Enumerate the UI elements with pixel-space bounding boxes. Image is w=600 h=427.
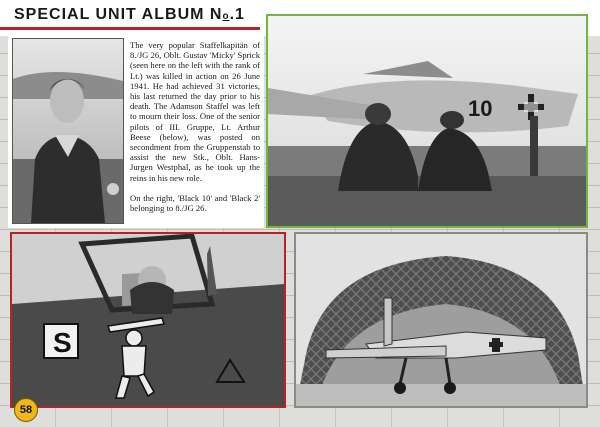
page-number-badge: 58 [14, 398, 38, 422]
header-rule [0, 27, 260, 30]
pilot-portrait-photo [12, 38, 124, 224]
aircraft-ground-crew-photo [266, 14, 588, 228]
cockpit-pilot-photo [10, 232, 286, 408]
svg-text:S: S [53, 327, 72, 358]
page-header [0, 0, 260, 27]
camouflaged-hangar-photo [294, 232, 588, 408]
caption-paragraph-1: The very popular Staffelkapitän of 8./JG 26, Oblt. Gustav 'Micky' Sprick (seen here on the left with the rank of Lt.) was killed in action on 26 June 1941. He had achieved 31 victories, his last returned the day prior to his death. The Adamson Staffel was left to mourn their loss. One of the senior pilots of III. Gruppe, Lt. Arthur Beese (below), was posted on secondment from the Gruppenstab to assist the new Stk., Oblt. Hans-Jurgen Westphal, as he took up the reins in his new role. [130, 40, 260, 183]
caption-paragraph-2: On the right, 'Black 10' and 'Black 2' belonging to 8./JG 26. [130, 192, 260, 214]
page-title: SPECIAL UNIT ALBUM No.1 [14, 6, 245, 23]
caption-text [130, 40, 260, 213]
aircraft-number-marking: 10 [468, 96, 493, 121]
